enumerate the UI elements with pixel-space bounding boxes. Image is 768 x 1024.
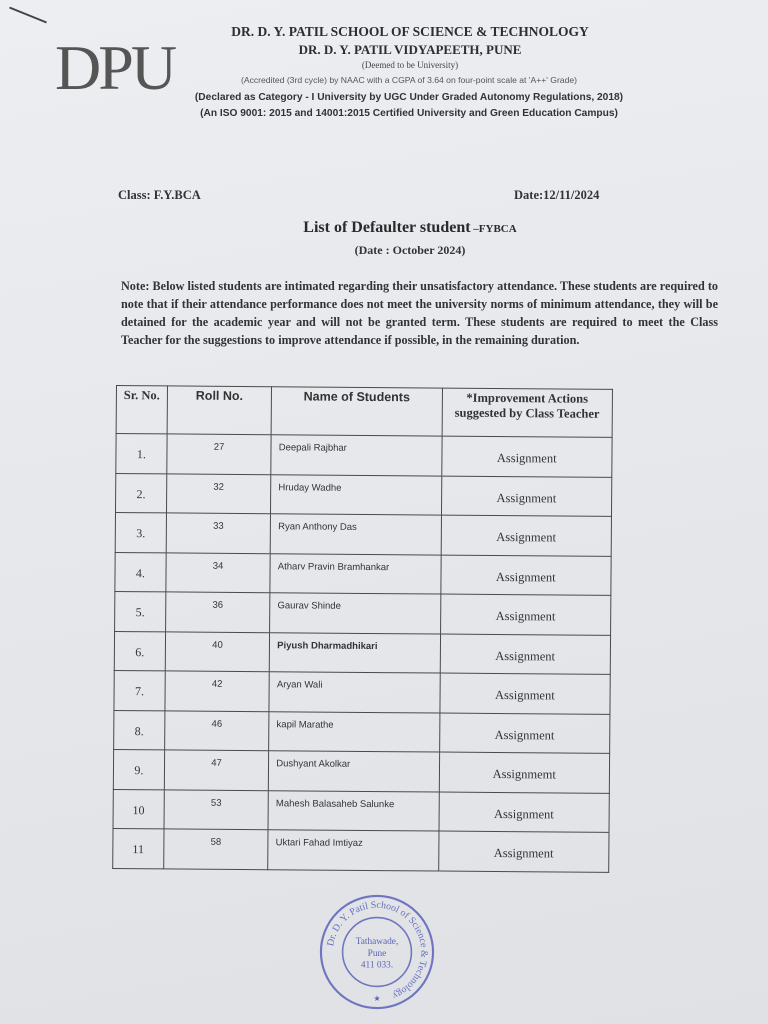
header-roll-no: Roll No. — [167, 386, 272, 435]
cell-improvement-action-text: Assignment — [496, 490, 557, 505]
cell-sr-no-text: 5. — [135, 605, 145, 620]
cell-sr-no — [114, 670, 165, 710]
table-row — [115, 591, 611, 634]
title-suffix: –FYBCA — [470, 223, 517, 235]
cell-roll-no — [165, 592, 270, 632]
cell-improvement-action — [440, 634, 611, 675]
cell-roll-no-text: 34 — [212, 560, 224, 572]
cell-student-name — [268, 830, 439, 871]
cell-roll-no — [164, 750, 269, 790]
cell-student-name-text: Deepali Rajbhar — [278, 442, 347, 454]
cell-improvement-action — [440, 594, 611, 635]
cell-roll-no — [167, 434, 272, 474]
accreditation-line: (Accredited (3rd cycle) by NAAC with a CGPA of 3.64 on four-point scale at 'A++' Grade) — [240, 75, 578, 85]
cell-sr-no — [115, 473, 166, 513]
cell-improvement-action-text: Assignment — [494, 806, 554, 821]
cell-roll-no-text: 58 — [210, 836, 222, 848]
seal-star-icon: ★ — [373, 994, 381, 1004]
table-row — [113, 828, 609, 871]
cell-improvement-action — [439, 792, 610, 833]
cell-roll-no — [166, 513, 271, 553]
cell-improvement-action — [441, 515, 612, 556]
cell-sr-no-text: 10 — [132, 802, 145, 817]
cell-sr-no-text: 11 — [132, 842, 145, 857]
table-row — [113, 749, 609, 792]
cell-student-name-text: Gaurav Shinde — [277, 600, 341, 612]
table-row — [114, 710, 610, 753]
cell-sr-no — [113, 789, 164, 829]
table-row — [115, 552, 611, 595]
cell-sr-no-text: 1. — [136, 447, 146, 462]
cell-improvement-action-text: Assignment — [493, 845, 554, 861]
table-row — [113, 789, 609, 832]
cell-student-name-text: Dushyant Akolkar — [276, 758, 351, 770]
cell-sr-no-text: 8. — [134, 723, 144, 738]
institution-name: DR. D. Y. PATIL SCHOOL OF SCIENCE & TECHNOLOGY — [231, 24, 589, 39]
cell-student-name — [269, 632, 440, 673]
cell-improvement-action — [439, 752, 610, 793]
cell-roll-no-text: 32 — [213, 481, 225, 493]
cell-student-name-text: Aryan Wali — [276, 679, 323, 691]
class-label: Class: F.Y.BCA — [118, 188, 201, 202]
seal-line-1: Tathawade, — [355, 937, 399, 948]
cell-roll-no-text: 27 — [213, 441, 225, 453]
table-header-row — [116, 386, 612, 438]
cell-roll-no-text: 53 — [210, 797, 222, 809]
cell-improvement-action — [438, 831, 609, 872]
cell-student-name — [269, 672, 440, 713]
cell-sr-no — [115, 552, 166, 592]
cell-student-name-text: Hruday Wadhe — [278, 481, 342, 494]
cell-improvement-action — [440, 555, 611, 596]
cell-sr-no — [114, 631, 165, 671]
cell-improvement-action-text: Assignment — [496, 450, 557, 466]
cell-improvement-action-text: Assignment — [495, 648, 556, 663]
title-main: List of Defaulter student — [303, 219, 471, 236]
cell-roll-no-text: 42 — [211, 678, 223, 690]
cell-sr-no — [114, 710, 165, 750]
institution-seal — [318, 893, 436, 1011]
cell-student-name-text: Ryan Anthony Das — [278, 521, 357, 533]
cell-student-name — [271, 474, 442, 515]
header-improvement-actions: *Improvement Actions suggested by Class Teacher — [442, 388, 613, 437]
header-sr-no: Sr. No. — [116, 386, 167, 434]
cell-improvement-action-text: Assignment — [495, 569, 556, 584]
cell-roll-no — [165, 671, 270, 711]
iso-line: (An ISO 9001: 2015 and 14001:2015 Certified University and Green Education Campus) — [200, 108, 618, 119]
cell-improvement-action — [441, 436, 612, 477]
header-student-name: Name of Students — [271, 387, 442, 436]
cell-sr-no — [116, 434, 167, 474]
cell-sr-no-text: 6. — [135, 644, 145, 659]
university-logo: DPU — [55, 32, 175, 103]
cell-improvement-action-text: Assignment — [495, 608, 556, 624]
document-title — [150, 219, 670, 237]
cell-sr-no-text: 7. — [134, 684, 145, 699]
table-row — [115, 513, 611, 556]
cell-student-name-text: Atharv Pravin Bramhankar — [277, 560, 390, 573]
cell-sr-no — [113, 828, 164, 868]
table-row — [114, 670, 610, 713]
cell-improvement-action-text: Assignment — [496, 529, 557, 545]
cell-student-name — [270, 553, 441, 594]
cell-sr-no — [113, 749, 164, 789]
cell-improvement-action — [441, 476, 612, 517]
document-subtitle: (Date : October 2024) — [354, 243, 466, 257]
cell-sr-no-text: 4. — [135, 565, 145, 580]
cell-sr-no — [115, 513, 166, 553]
cell-improvement-action-text: Assignmemt — [492, 766, 556, 782]
seal-line-2: Pune — [367, 948, 387, 959]
cell-student-name-text: Mahesh Balasaheb Salunke — [275, 797, 395, 810]
cell-sr-no-text: 2. — [136, 486, 146, 501]
cell-student-name — [268, 790, 439, 831]
seal-line-3: 411 033. — [360, 960, 394, 971]
cell-student-name-text: Uktari Fahad Imtiyaz — [275, 837, 363, 849]
cell-improvement-action-text: Assignment — [494, 687, 555, 703]
cell-roll-no — [163, 829, 268, 869]
attendance-note: Note: Below listed students are intimated regarding their unsatisfactory attendance. These students are required to note that if their attendance performance does not meet the university norms of minimum attendance, they will be detained for the academic year and will not be granted term. These students are required to meet the Class Teacher for the suggestions to improve attendance if possible, in the remaining duration. — [121, 279, 718, 347]
table-row — [115, 473, 611, 516]
cell-roll-no — [164, 789, 269, 829]
cell-roll-no-text: 46 — [211, 718, 223, 730]
cell-roll-no — [166, 473, 271, 513]
issue-date: Date:12/11/2024 — [514, 188, 600, 202]
cell-student-name — [270, 514, 441, 555]
cell-roll-no — [166, 552, 271, 592]
defaulter-table — [112, 385, 613, 872]
cell-student-name — [269, 711, 440, 752]
cell-roll-no-text: 47 — [211, 757, 222, 769]
cell-student-name-text: Piyush Dharmadhikari — [277, 639, 378, 652]
table-row — [114, 631, 610, 674]
cell-roll-no-text: 33 — [213, 520, 224, 532]
cell-student-name — [269, 751, 440, 792]
cell-sr-no-text: 9. — [134, 763, 144, 778]
cell-improvement-action-text: Assignment — [494, 727, 555, 742]
table-row — [116, 434, 612, 477]
cell-student-name — [270, 593, 441, 634]
category-line: (Declared as Category - I University by UGC Under Graded Autonomy Regulations, 2018) — [194, 92, 624, 103]
seal-ring-text: Dr. D. Y. Patil School of Science & Technology — [325, 899, 430, 1002]
cell-roll-no-text: 36 — [212, 599, 224, 611]
cell-sr-no-text: 3. — [136, 526, 146, 541]
university-status: (Deemed to be University) — [361, 60, 459, 70]
cell-student-name-text: kapil Marathe — [276, 718, 334, 731]
cell-sr-no — [115, 591, 166, 631]
cell-roll-no-text: 40 — [212, 639, 223, 651]
university-name: DR. D. Y. PATIL VIDYAPEETH, PUNE — [298, 42, 522, 57]
cell-roll-no — [165, 631, 270, 671]
cell-student-name — [271, 435, 442, 476]
corner-mark — [9, 7, 47, 24]
cell-roll-no — [164, 710, 269, 750]
cell-improvement-action — [440, 673, 611, 714]
cell-improvement-action — [439, 713, 610, 754]
